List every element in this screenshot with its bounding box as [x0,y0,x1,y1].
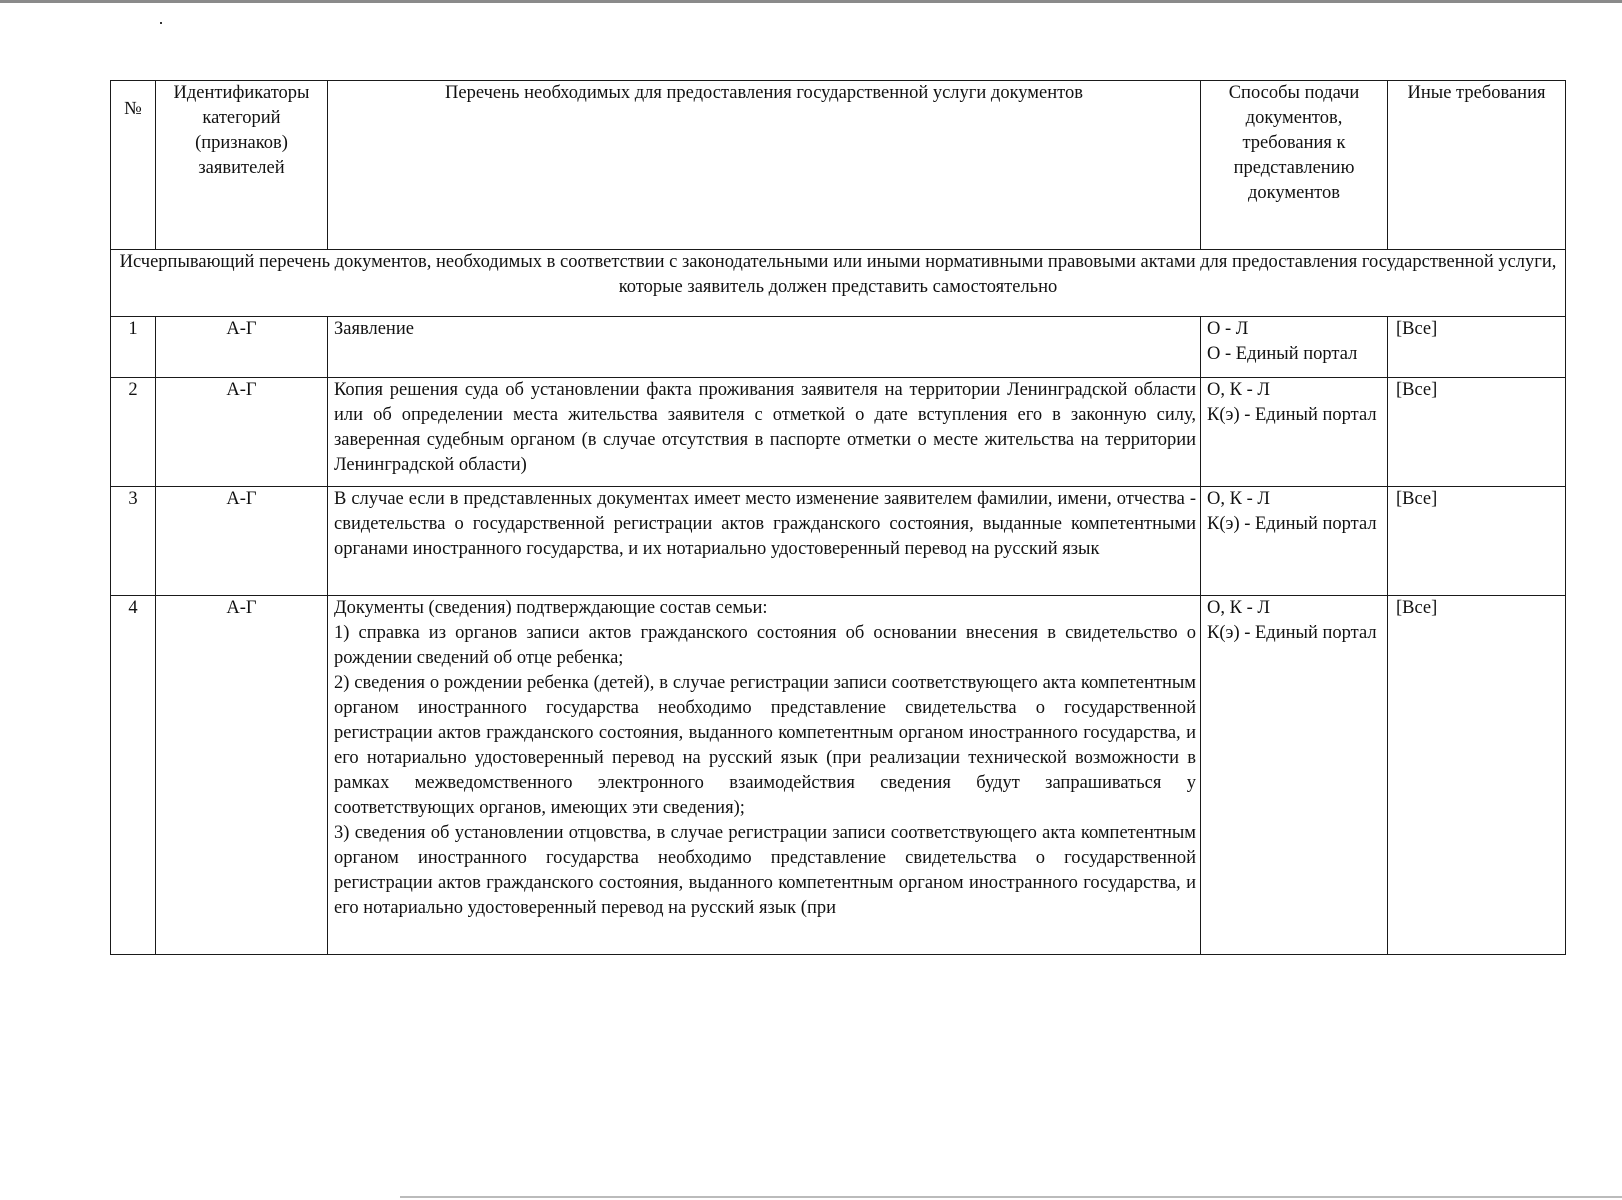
method-line: О, К - Л [1207,489,1270,509]
table-header-row [111,81,1566,250]
row-methods [1201,596,1388,955]
method-line: О, К - Л [1207,380,1270,400]
requirements-table [110,80,1566,955]
row-identifier: А-Г [156,378,328,487]
row-number: 4 [111,596,156,955]
method-line: К(э) - Единый портал [1207,623,1377,643]
scan-top-edge [0,0,1622,3]
section-title: Исчерпывающий перечень документов, необходимых в соответствии с законодательными или иными нормативными правовыми актами для предоставления государственной услуги, которые заявитель должен представить самостоятельно [111,250,1566,317]
row-other: [Все] [1388,596,1566,955]
table-row [111,378,1566,487]
row-methods [1201,487,1388,596]
row-methods [1201,317,1388,378]
row-methods [1201,378,1388,487]
document-paragraph: В случае если в представленных документах имеет место изменение заявителем фамилии, имени, отчества - свидетельства о государственной регистрации актов гражданского состояния, выданные компетентными органами иностранного государства, и их нотариально удостоверенный перевод на русский язык [334,489,1196,559]
row-document [328,487,1201,596]
row-identifier: А-Г [156,596,328,955]
row-other: [Все] [1388,378,1566,487]
header-number: № [111,81,156,250]
row-document [328,378,1201,487]
method-line: О - Единый портал [1207,344,1358,364]
header-documents: Перечень необходимых для предоставления государственной услуги документов [328,81,1201,250]
row-document [328,596,1201,955]
table-row [111,317,1566,378]
header-methods: Способы подачи документов, требования к представлению документов [1201,81,1388,250]
scan-bottom-edge [400,1196,1622,1198]
method-line: О - Л [1207,319,1249,339]
row-number: 2 [111,378,156,487]
section-row [111,250,1566,317]
header-identifiers: Идентификаторы категорий (признаков) заявителей [156,81,328,250]
row-other: [Все] [1388,317,1566,378]
row-number: 3 [111,487,156,596]
row-number: 1 [111,317,156,378]
document-paragraph: Документы (сведения) подтверждающие состав семьи: [334,598,768,618]
document-paragraph: 3) сведения об установлении отцовства, в случае регистрации записи соответствующего акта компетентным органом иностранного государства необходимо представление свидетельства о государственной регистрации актов гражданского состояния, выданного компетентным органом иностранного государства, и его нотариально удостоверенный перевод на русский язык (при [334,823,1196,918]
document-paragraph: Копия решения суда об установлении факта проживания заявителя на территории Ленинградской области или об определении места жительства заявителя с отметкой о дате вступления его в законную силу, заверенная судебным органом (в случае отсутствия в паспорте отметки о месте жительства на территории Ленинградской области) [334,380,1196,475]
header-other: Иные требования [1388,81,1566,250]
document-text-clip [334,596,1196,948]
scan-speck [160,22,162,24]
row-identifier: А-Г [156,317,328,378]
table-row [111,596,1566,955]
document-paragraph: 1) справка из органов записи актов гражданского состояния об основании внесения в свидетельство о рождении сведений об отце ребенка; [334,623,1196,668]
row-identifier: А-Г [156,487,328,596]
method-line: К(э) - Единый портал [1207,405,1377,425]
row-other: [Все] [1388,487,1566,596]
table-row [111,487,1566,596]
document-paragraph: Заявление [334,319,414,339]
method-line: О, К - Л [1207,598,1270,618]
document-paragraph: 2) сведения о рождении ребенка (детей), в случае регистрации записи соответствующего акта компетентным органом иностранного государства необходимо представление свидетельства о государственной регистрации актов гражданского состояния, выданного компетентным органом иностранного государства, и его нотариально удостоверенный перевод на русский язык (при реализации технической возможности в рамках межведомственного электронного взаимодействия сведения будут запрашиваться у соответствующих органов, имеющих эти сведения); [334,673,1196,818]
row-document [328,317,1201,378]
method-line: К(э) - Единый портал [1207,514,1377,534]
